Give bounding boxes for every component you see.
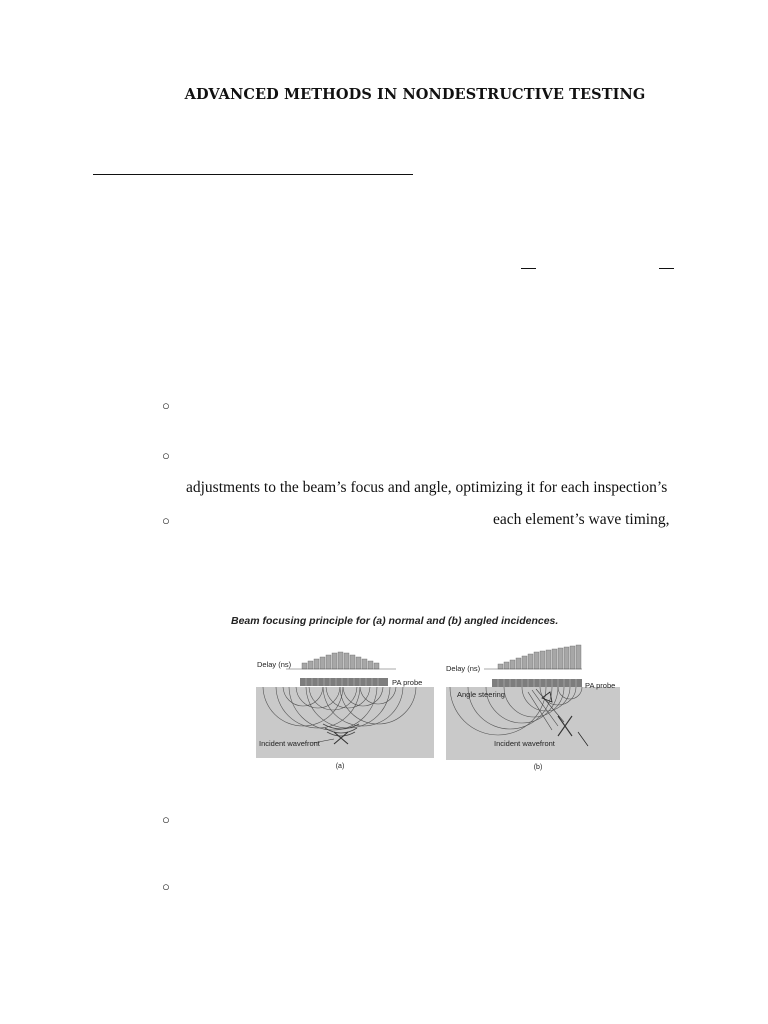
list-bullet: ○: [162, 398, 170, 413]
beam-focusing-figure: [228, 612, 628, 777]
panel-a: [256, 642, 434, 770]
panel-caption: (a): [335, 763, 345, 770]
list-bullet: ○: [162, 513, 170, 528]
incident-wavefront-label: Incident wavefront: [494, 739, 555, 748]
list-bullet: ○: [162, 879, 170, 894]
pa-probe-label: PA probe: [392, 678, 423, 687]
delay-label: Delay (ns): [257, 660, 292, 669]
list-bullet: ○: [162, 448, 170, 463]
angle-steering-label: Angle steering: [457, 690, 505, 699]
horizontal-rule: [93, 174, 413, 175]
incident-wavefront-label: Incident wavefront: [259, 739, 320, 748]
delay-bars: [302, 652, 379, 669]
document-title: ADVANCED METHODS IN NONDESTRUCTIVE TESTING: [184, 86, 646, 103]
em-dash-mark: [521, 268, 536, 269]
delay-label: Delay (ns): [446, 664, 481, 673]
em-dash-mark: [659, 268, 674, 269]
body-text-line: adjustments to the beam’s focus and angle, optimizing it for each inspection’s: [186, 479, 668, 496]
list-bullet: ○: [162, 812, 170, 827]
pa-probe-label: PA probe: [585, 681, 616, 690]
panel-b: [446, 639, 620, 771]
delay-bars: [498, 645, 581, 669]
body-text-line: each element’s wave timing,: [493, 511, 670, 528]
pa-probe-array: [492, 679, 582, 687]
figure-title: Beam focusing principle for (a) normal and (b) angled incidences.: [231, 615, 559, 627]
pa-probe-array: [300, 678, 388, 686]
panel-caption: (b): [533, 764, 543, 771]
